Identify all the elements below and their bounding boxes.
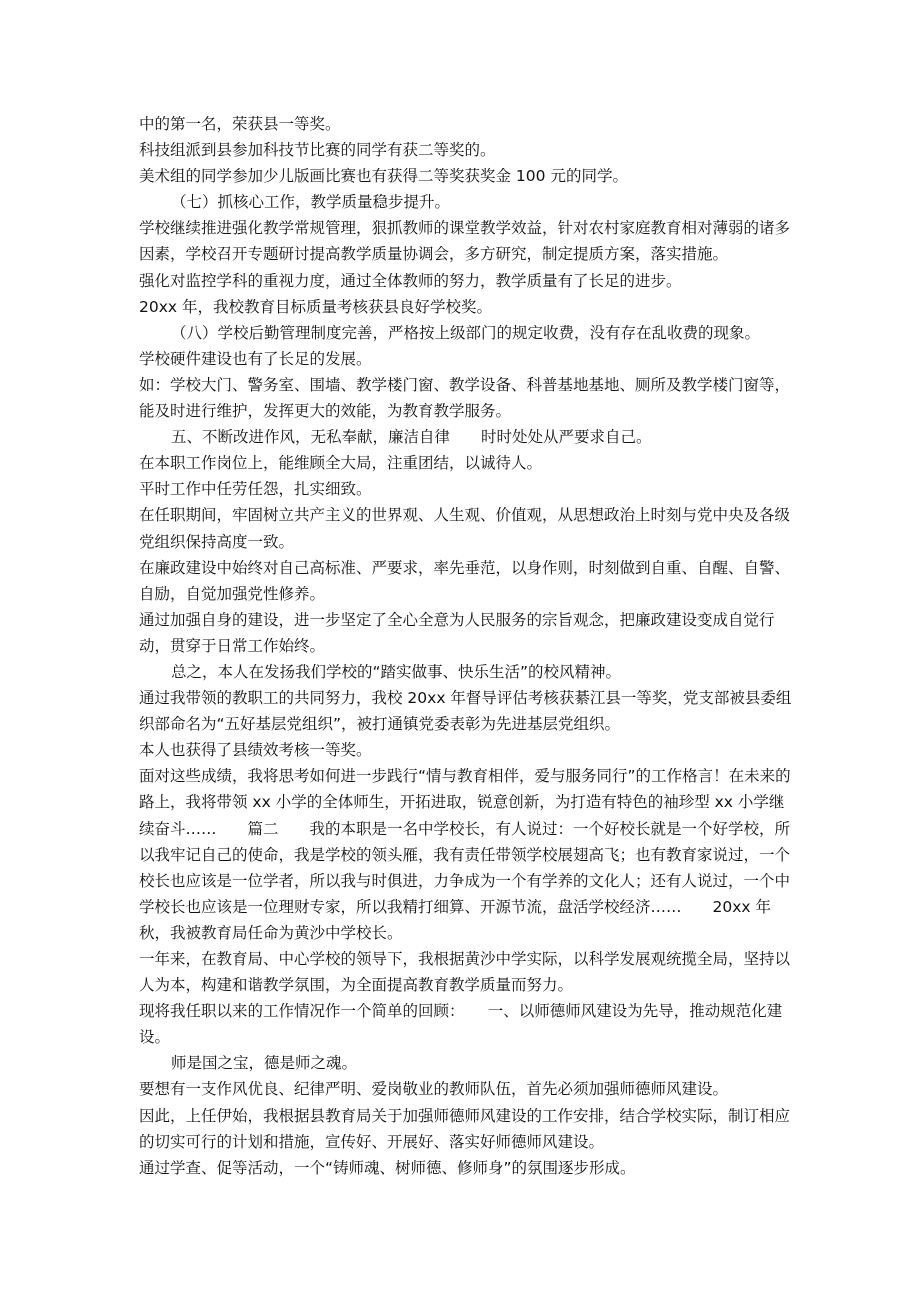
paragraph: 在任职期间，牢固树立共产主义的世界观、人生观、价值观，从思想政治上时刻与党中央及各级党组织保持高度一致。 [139,506,791,551]
paragraph: 学校继续推进强化教学常规管理，狠抓教师的课堂教学效益，针对农村家庭教育相对薄弱的诸多因素，学校召开专题研讨提高教学质量协调会，多方研究，制定提质方案，落实措施。 [139,219,791,264]
paragraph: 美术组的同学参加少儿版画比赛也有获得二等奖获奖金 100 元的同学。 [139,167,628,186]
paragraph: 面对这些成绩，我将思考如何进一步践行“情与教育相伴，爱与服务同行”的工作格言！在未来的路上，我将带领 xx 小学的全体师生，开拓进取，锐意创新，为打造有特色的袖珍型 xx 小学继续奋斗…… 篇二 我的本职是一名中学校长，有人说过：一个好校长就是一个好学校，所以我牢记自己的使命，我是学校的领头雁，我有责任带领学校展翅高飞；也有教育家说过，一个校长也应该是一位学者，所以我与时俱进，力争成为一个有学养的文化人；还有人说过，一个中学校长也应该是一位理财专家，所以我精打细算、开源节流，盘活学校经济…… 20xx 年秋，我被教育局任命为黄沙中学校长。 [139,767,791,942]
paragraph: 20xx 年，我校教育目标质量考核获县良好学校奖。 [139,297,492,316]
paragraph: 在廉政建设中始终对自己高标准、严要求，率先垂范，以身作则，时刻做到自重、自醒、自警、自励，自觉加强党性修养。 [139,558,791,603]
paragraph: 中的第一名，荣获县一等奖。 [139,115,341,133]
paragraph: 平时工作中任劳任怨，扎实细致。 [139,480,372,499]
paragraph: 如：学校大门、警务室、围墙、教学楼门窗、教学设备、科普基地基地、厕所及教学楼门窗等，能及时进行维护，发挥更大的效能，为教育教学服务。 [139,375,791,421]
paragraph: 师是国之宝，德是师之魂。 [171,1054,358,1073]
paragraph: 本人也获得了县绩效考核一等奖。 [139,741,372,760]
paragraph: 总之，本人在发扬我们学校的“踏实做事、快乐生活”的校风精神。 [171,662,622,681]
paragraph: 五、不断改进作风，无私奉献，廉洁自律 时时处处从严要求自己。 [171,428,652,447]
paragraph: （八）学校后勤管理制度完善，严格按上级部门的规定收费，没有存在乱收费的现象。 [171,323,761,342]
paragraph: （七）抓核心工作，教学质量稳步提升。 [171,193,451,212]
paragraph: 通过加强自身的建设，进一步坚定了全心全意为人民服务的宗旨观念，把廉政建设变成自觉行动，贯穿于日常工作始终。 [139,610,775,655]
paragraph: 通过我带领的教职工的共同努力，我校 20xx 年督导评估考核获綦江县一等奖，党支部被县委组织部命名为“五好基层党组织”，被打通镇党委表彰为先进基层党组织。 [139,689,792,734]
paragraph: 学校硬件建设也有了长足的发展。 [139,349,372,368]
paragraph: 一年来，在教育局、中心学校的领导下，我根据黄沙中学实际，以科学发展观统揽全局，坚持以人为本，构建和谐教学氛围，为全面提高教育教学质量而努力。 [139,950,791,995]
paragraph: 在本职工作岗位上，能维顾全大局，注重团结，以诚待人。 [139,454,543,473]
paragraph: 现将我任职以来的工作情况作一个简单的回顾： 一、以师德师风建设为先导，推动规范化建设。 [139,1002,783,1047]
paragraph: 强化对监控学科的重视力度，通过全体教师的努力，教学质量有了长足的进步。 [139,271,682,290]
paragraph: 因此，上任伊始，我根据县教育局关于加强师德师风建设的工作安排，结合学校实际，制订相应的切实可行的计划和措施，宣传好、开展好、落实好师德师风建设。 [139,1106,791,1151]
paragraph: 科技组派到县参加科技节比赛的同学有获二等奖的。 [139,141,496,160]
paragraph: 通过学查、促等活动，一个“铸师魂、树师德、修师身”的氛围逐步形成。 [139,1158,636,1177]
paragraph: 要想有一支作风优良、纪律严明、爱岗敬业的教师队伍，首先必须加强师德师风建设。 [139,1080,729,1099]
document-body [139,111,799,1181]
